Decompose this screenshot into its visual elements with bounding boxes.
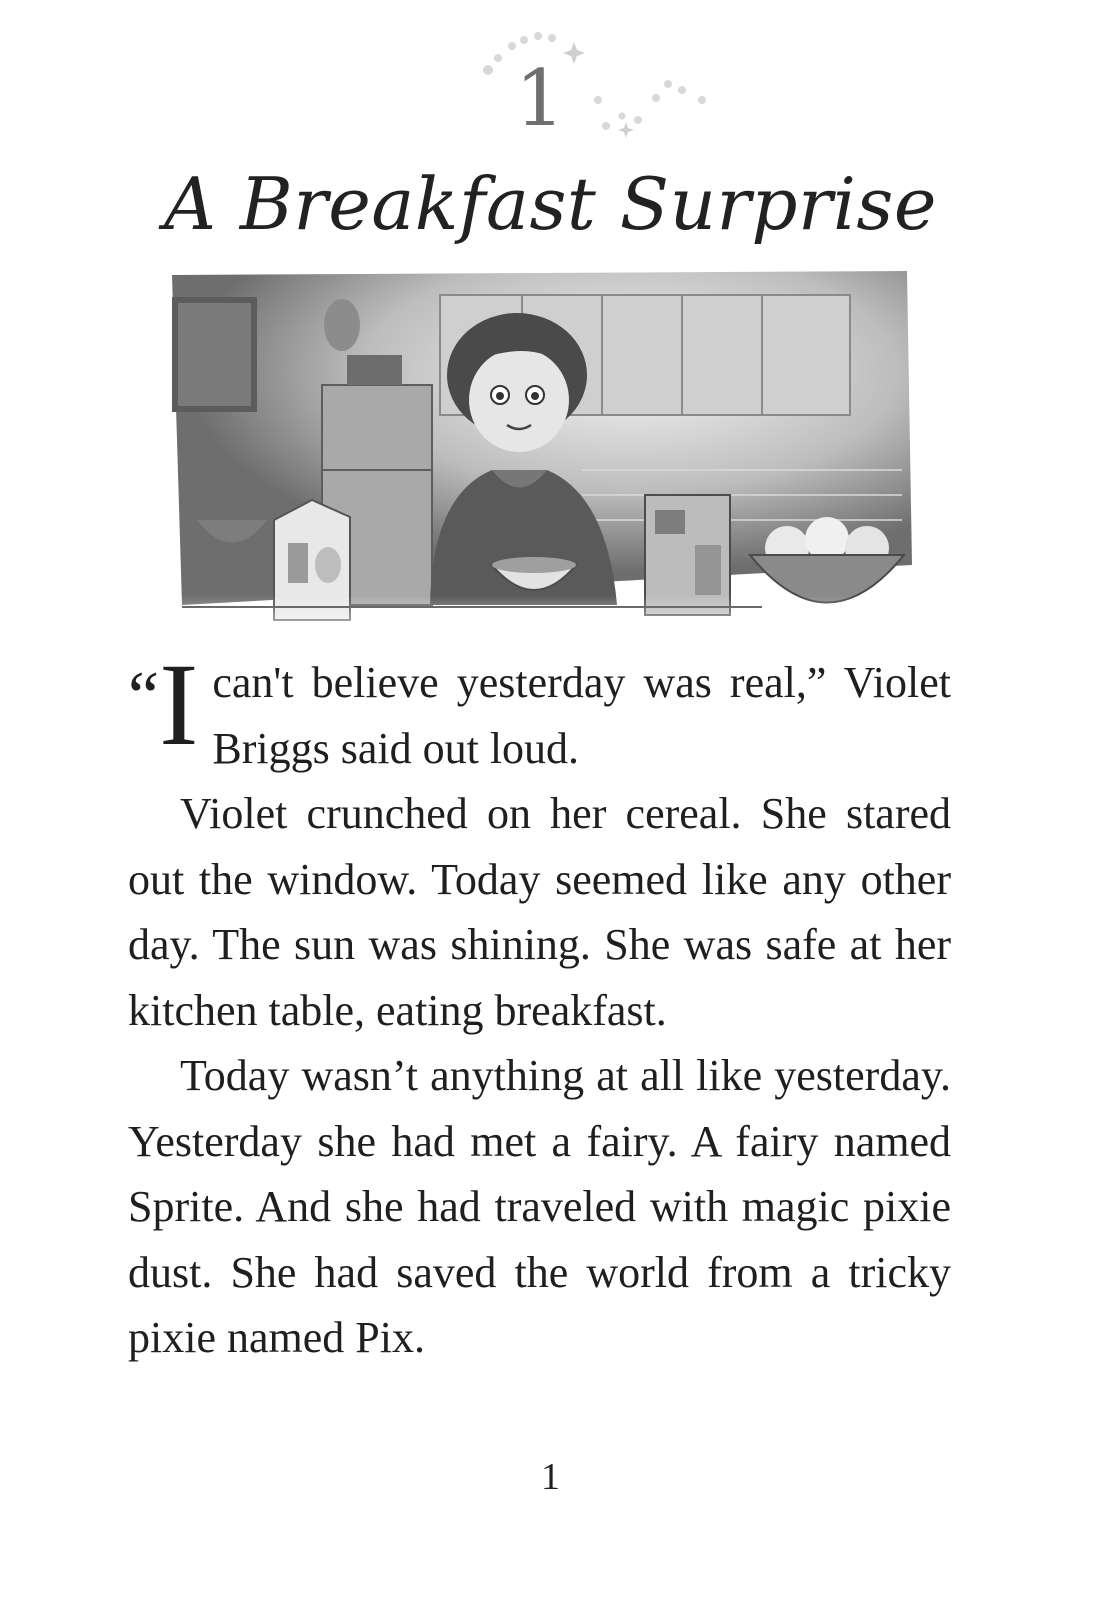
paragraph-2: Violet crunched on her cereal. She stared out the window. Today seemed like any other day. The sun was shining. She was safe at her kitchen table, eating breakfast. [128, 789, 951, 1035]
drop-cap-letter: I [159, 639, 199, 770]
drop-cap-quote: “ [128, 658, 160, 735]
paragraph-3: Today wasn’t anything at all like yesterday. Yesterday she had met a fairy. A fairy named Sprite. And she had traveled with magic pixie dust. She had saved the world from a tricky pixie named Pix. [128, 1051, 951, 1362]
paragraph-1-text: can't believe yesterday was real,” Violet Briggs said out loud. [212, 658, 951, 773]
chapter-number: 1 [515, 54, 565, 144]
breakfast-kitchen-illustration [162, 265, 922, 655]
paragraph-1 [128, 639, 951, 781]
chapter-number-block [450, 20, 750, 170]
page-number: 1 [541, 1456, 560, 1498]
story-text [128, 639, 951, 1371]
drop-cap [128, 639, 199, 770]
chapter-title: A Breakfast Surprise [164, 162, 937, 246]
